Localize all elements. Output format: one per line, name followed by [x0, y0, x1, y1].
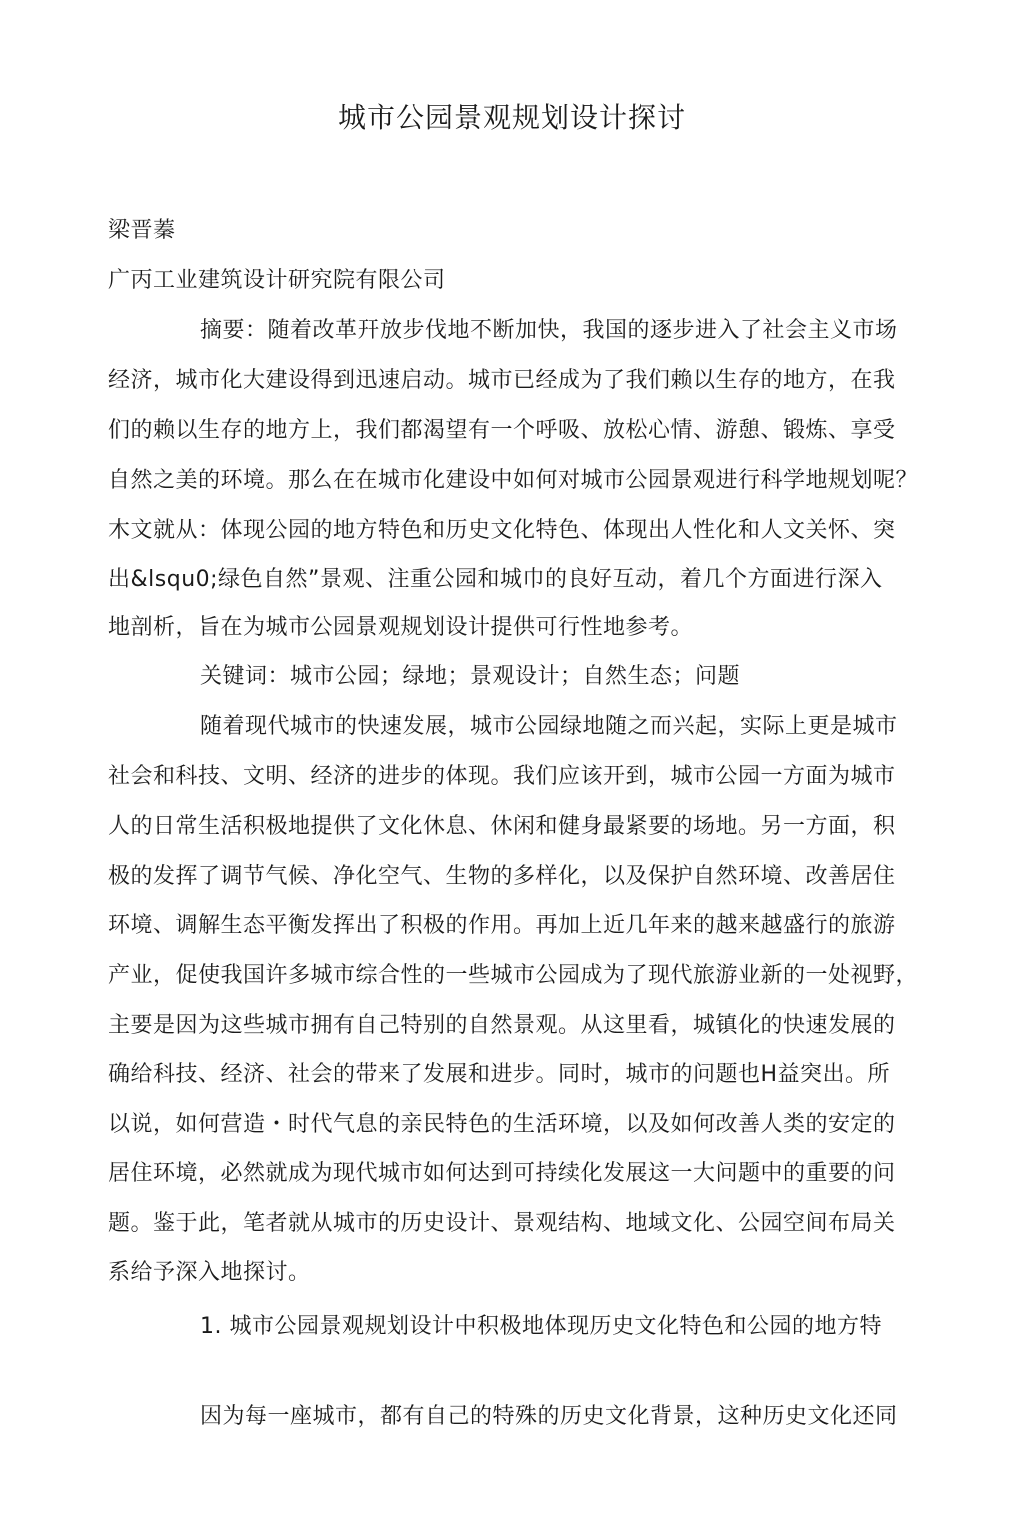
body-line: 系给予深入地探讨。 [108, 1260, 311, 1285]
author-affiliation: 广丙工业建筑设计研究院有限公司 [108, 268, 446, 293]
body-line: 居住环境，必然就成为现代城市如何达到可持续化发展这一大问题中的重要的问 [108, 1161, 896, 1186]
body-line: 因为每一座城市，都有自己的特殊的历史文化背景，这种历史文化还同 [200, 1404, 898, 1429]
keywords: 关键词：城市公园；绿地；景观设计；自然生态；问题 [200, 664, 741, 689]
abstract-line: 摘要：随着改革幵放步伐地不断加快，我国的逐步进入了社会主义市场 [200, 318, 898, 343]
body-line: 以说，如何营造・时代气息的亲民特色的生活环境，以及如何改善人类的安定的 [108, 1112, 896, 1137]
abstract-line: 木文就从：体现公园的地方特色和历史文化特色、体现出人性化和人文关怀、突 [108, 518, 896, 543]
body-line: 极的发挥了调节气候、净化空气、生物的多样化，以及保护自然环境、改善居住 [108, 864, 896, 889]
author-name: 梁晋蓁 [108, 218, 176, 243]
body-line: 环境、调解生态平衡发挥出了积极的作用。再加上近几年来的越来越盛行的旅游 [108, 913, 896, 938]
abstract-line: 自然之美的环境。那么在在城市化建设中如何对城市公园景观进行科学地规划呢？ [108, 468, 919, 493]
body-line: 主要是因为这些城市拥有自己特别的自然景观。从这里看，城镇化的快速发展的 [108, 1013, 896, 1038]
abstract-line: 经济，城市化大建设得到迅速启动。城市已经成为了我们赖以生存的地方，在我 [108, 368, 896, 393]
body-line: 人的日常生活积极地提供了文化休息、休闲和健身最紧要的场地。另一方面，积 [108, 814, 896, 839]
page-title: 城市公园景观规划设计探讨 [337, 101, 686, 134]
body-line: 产业，促使我国许多城市综合性的一些城市公园成为了现代旅游业新的一处视野， [108, 963, 919, 988]
body-line: 随着现代城市的快速发展，城市公园绿地随之而兴起，实际上更是城市 [200, 714, 898, 739]
body-line: 社会和科技、文明、经济的进步的体现。我们应该开到，城市公园一方面为城市 [108, 764, 896, 789]
abstract-line: 们的赖以生存的地方上，我们都渴望有一个呼吸、放松心情、游憩、锻炼、享受 [108, 418, 896, 443]
abstract-line: 地剖析，旨在为城市公园景观规划设计提供可行性地参考。 [108, 615, 694, 640]
body-line: 题。鉴于此，笔者就从城市的历史设计、景观结构、地域文化、公园空间布局关 [108, 1211, 896, 1236]
section-heading: 1. 城市公园景观规划设计中积极地体现历史文化特色和公园的地方特 [200, 1314, 882, 1339]
abstract-line: 出&lsqu0;绿色自然”景观、注重公园和城巾的良好互动，着几个方面进行深入 [108, 567, 883, 592]
body-line: 确给科技、经济、社会的带来了发展和进步。同时，城市的问题也H益突出。所 [108, 1062, 891, 1087]
